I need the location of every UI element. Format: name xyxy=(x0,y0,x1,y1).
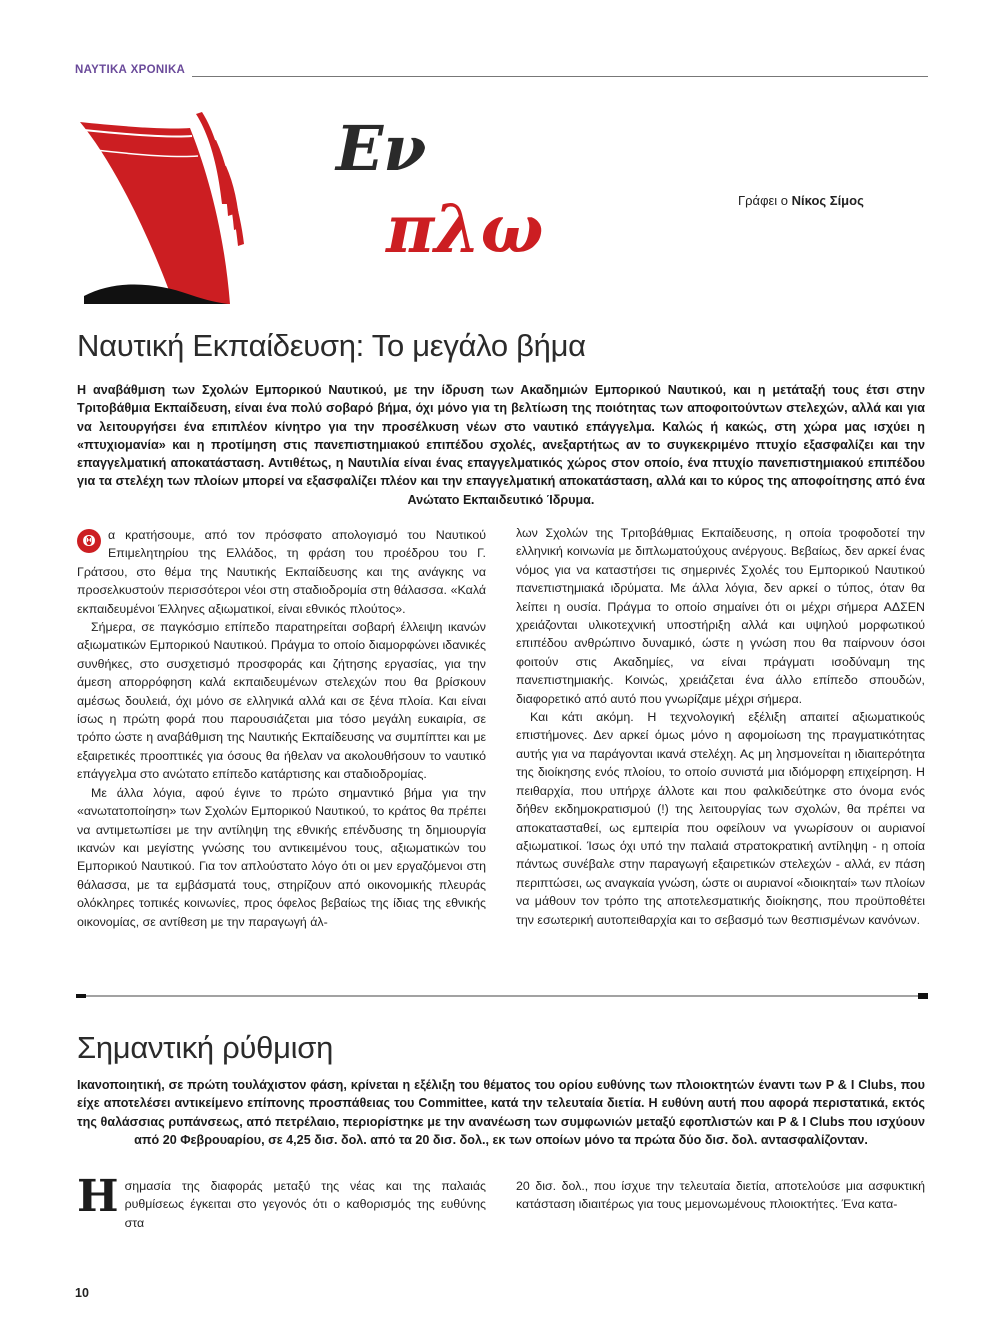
article-paragraph: λων Σχολών της Τριτοβάθμιας Εκπαίδευσης, η οποία τροφοδοτεί την ελληνική κοινωνία με διπλωματούχους ανέργους. Βεβαίως, δεν αρκεί ένας νόμος για να καταστήσει τις σημερινές Σχολές του Εμπορικού Ναυτικού πανεπιστημιακά ιδρύματα. Με άλλα λόγια, δεν αρκεί ο τύπος, όταν θα λείπει η ουσία. Πράγμα το οποίο σημαίνει ότι οι μέχρι σήμερα ΑΔΣΕΝ χρειάζονται υλικοτεχνική υποστήριξη αλλά και υψηλού μορφωτικού επιπέδου ανθρώπινο δυναμικό, ώστε η γνώση που θα παίρνουν όσοι φοιτούν στις Ακαδημίες, να είναι πράγματι ισοδύναμη της πανεπιστημιακής. Κοινώς, χρειάζεται ένα άλλο επίπεδο σπουδών, διαφορετικό από αυτό που γνωρίζαμε μέχρι σήμερα. xyxy=(516,526,925,706)
article-paragraph: Σήμερα, σε παγκόσμιο επίπεδο παρατηρείται σοβαρή έλλειψη ικανών αξιωματικών Εμπορικού Ναυτικού. Πράγμα το οποίο διαμορφώνει ιδανικές συνθήκες, στο συσχετισμό προσφοράς και ζήτησης εργασίας, για την άμεση απορρόφηση καλά εκπαιδευμένων στελεχών που θα βρίσκουν αμέσως δουλειά, όχι μόνο σε ελληνικά αλλά και σε ξένα πλοία. Και είναι ίσως η πρώτη φορά που παρουσιάζεται μια τόσο μεγάλη ευκαιρία, σε τρόπο ώστε η αναβάθμιση της Ναυτικής Εκπαίδευσης να συμπίπτει και με εξαιρετικές προοπτικές για όσους θα ήθελαν να ακολουθήσουν το ναυτικό επάγγελμα στο ανώτατο επίπεδο κατάρτισης και σταδιοδρομίας. xyxy=(77,620,486,782)
article-lead: Ικανοποιητική, σε πρώτη τουλάχιστον φάση, κρίνεται η εξέλιξη του θέματος του ορίου ευθύνης των πλοιοκτητών έναντι των P & I Clubs, που είχε αποτελέσει αντικείμενο επίπονης προσπάθειας του Committee, κατά την τελευταία διετία. Η ευθύνη αυτή που αφορά περιστατικά, εκτός της θαλάσσιας ρυπάνσεως, από πετρέλαιο, περιορίστηκε με την ανανέωση των συμφωνιών μεταξύ εφοπλιστών και P & I Clubs που ισχύουν από 20 Φεβρουαρίου, σε 4,25 δισ. δολ. από τα 20 δισ. δολ., εκ των οποίων μόνο τα πρώτα δύο δισ. δολ. αντασφαλίζονταν. xyxy=(77,1078,925,1147)
article-paragraph: Με άλλα λόγια, αφού έγινε το πρώτο σημαντικό βήμα για την «ανωτατοποίηση» των Σχολών Εμπορικού Ναυτικού, το κράτος θα πρέπει να αντιμετωπίσει με την αντίληψη της εθνικής επένδυσης τη δημιουργία ικανών και μεγίστης γνώσης του αντικειμένου τους, αξιωματικών του Εμπορικού Ναυτικού. Για τον απλούστατο λόγο ότι οι μεν εργαζόμενοι στη θάλασσα, με τα εμβάσματά τους, στηρίζουν από οικονομικής πλευράς ολόκληρες τοπικές κοινωνίες, προς όφελος βεβαίως της ίδιας της εθνικής οικονομίας, σε αντίθεση με την παραγωγή άλ- xyxy=(77,785,486,929)
article-title: Σημαντική ρύθμιση xyxy=(77,1030,334,1065)
article-lead: Η αναβάθμιση των Σχολών Εμπορικού Ναυτικού, με την ίδρυση των Ακαδημιών Εμπορικού Ναυτικού, και η μετάταξή τους έτσι στην Τριτοβάθμια Εκπαίδευση, είναι ένα πολύ σοβαρό βήμα, όχι μόνο για τη βελτίωση της ποιότητας των αποφοιτούντων στελεχών, αλλά και για να λειτουργήσει ένα επιπλέον κίνητρο για την προσέλκυση νέων στο ναυτικό επάγγελμα. Καλώς ή κακώς, στη χώρα μας ισχύει η «πτυχιομανία» και η προτίμηση στις πανεπιστημιακού επιπέδου σχολές, ανεξαρτήτως αν το συγκεκριμένο πτυχίο εξασφαλίζει και την επαγγελματική αποκατάσταση. Αντιθέτως, η Ναυτιλία είναι ένας επαγγελματικός χώρος στον οποίο, ένα πτυχίο πανεπιστημιακού επιπέδου για τα στελέχη των πλοίων μπορεί να εξασφαλίζει πλέον και την επαγγελματική αποκατάσταση, αλλά και το κύρος της αποφοίτησης από ένα Ανώτατο Εκπαιδευτικό Ίδρυμα. xyxy=(77,383,925,507)
article-paragraph xyxy=(77,526,486,618)
paragraph-text: σημασία της διαφοράς μεταξύ της νέας και της παλαιάς ρυθμίσεως έγκειται στο γεγονός ότι ο καθορισμός της ευθύνης στα xyxy=(124,1179,486,1230)
byline xyxy=(738,193,864,208)
article-paragraph xyxy=(77,1171,486,1232)
article-column-right xyxy=(516,524,925,929)
page-number: 10 xyxy=(75,1286,89,1300)
byline-prefix: Γράφει ο xyxy=(738,193,792,208)
section-divider xyxy=(76,991,928,1001)
header-rule xyxy=(192,76,928,77)
masthead-word-plo: πλω xyxy=(386,190,544,268)
paragraph-text: α κρατήσουμε, από τον πρόσφατο απολογισμό του Ναυτικού Επιμελητηρίου της Ελλάδος, τη φράση του προέδρου του Γ. Γράτσου, στο θέμα της Ναυτικής Εκπαίδευσης και της ανάγκης να προσελκυστούν περισσότεροι νέοι στη σταδιοδρομία στη θάλασσα. «Καλά εκπαιδευμένοι Έλληνες αξιωματικοί, είναι εθνικός πλούτος». xyxy=(77,528,486,616)
section-label: ΝΑΥΤΙΚΑ ΧΡΟΝΙΚΑ xyxy=(75,64,186,76)
article-paragraph: Και κάτι ακόμη. Η τεχνολογική εξέλιξη απαιτεί αξιωματικούς επιστήμονες. Δεν αρκεί όμως μόνο η αφομοίωση της πραγματικότητας αυτής για να παράγονται ικανά στελέχη. Ας μη λησμονείται η ιδιαιτερότητα της διοίκησης ενός πλοίου, το οποίο συνιστά μια ιδιόμορφη επιχείρηση. Η πειθαρχία, που υπήρχε άλλοτε και που φαλκιδεύτηκε στο όνομα ενός δήθεν εκδημοκρατισμού (!) της λειτουργίας των σχολών, θα πρέπει να αποκατασταθεί, ως εμπειρία που οφείλουν να γνωρίσουν οι αυριανοί αξιωματικοί. Ίσως όχι υπό την παλαιά στρατοκρατική αντίληψη - η οποία πάντως συνέβαλε στην παραγωγή εξαιρετικών στελεχών - αλλά, εν πάση περιπτώσει, ως αναγκαία γνώση, ώστε οι αυριανοί «διοικηταί» των πλοίων να μάθουν τον τρόπο της αποτελεσματικής διοίκησης, που προϋποθέτει την εσωτερική αυτοπειθαρχία και το σεβασμό των θεσπισμένων κανόνων. xyxy=(516,710,925,927)
drop-cap: Η xyxy=(77,1171,119,1222)
article-column-left xyxy=(77,526,486,931)
article-column-right xyxy=(516,1177,925,1214)
masthead-word-en: Εν xyxy=(336,112,427,185)
article-paragraph: 20 δισ. δολ., που ίσχυε την τελευταία διετία, αποτελούσε μια ασφυκτική κατάσταση ιδιαιτέρως για τους μεμονωμένους πλοιοκτήτες. Ένα κατα- xyxy=(516,1179,925,1212)
article-column-left xyxy=(77,1171,486,1232)
drop-cap: Θ xyxy=(77,529,101,553)
article-title: Ναυτική Εκπαίδευση: Το μεγάλο βήμα xyxy=(77,328,586,363)
ship-bow-icon xyxy=(78,108,246,304)
byline-author: Νίκος Σίμος xyxy=(791,193,864,208)
